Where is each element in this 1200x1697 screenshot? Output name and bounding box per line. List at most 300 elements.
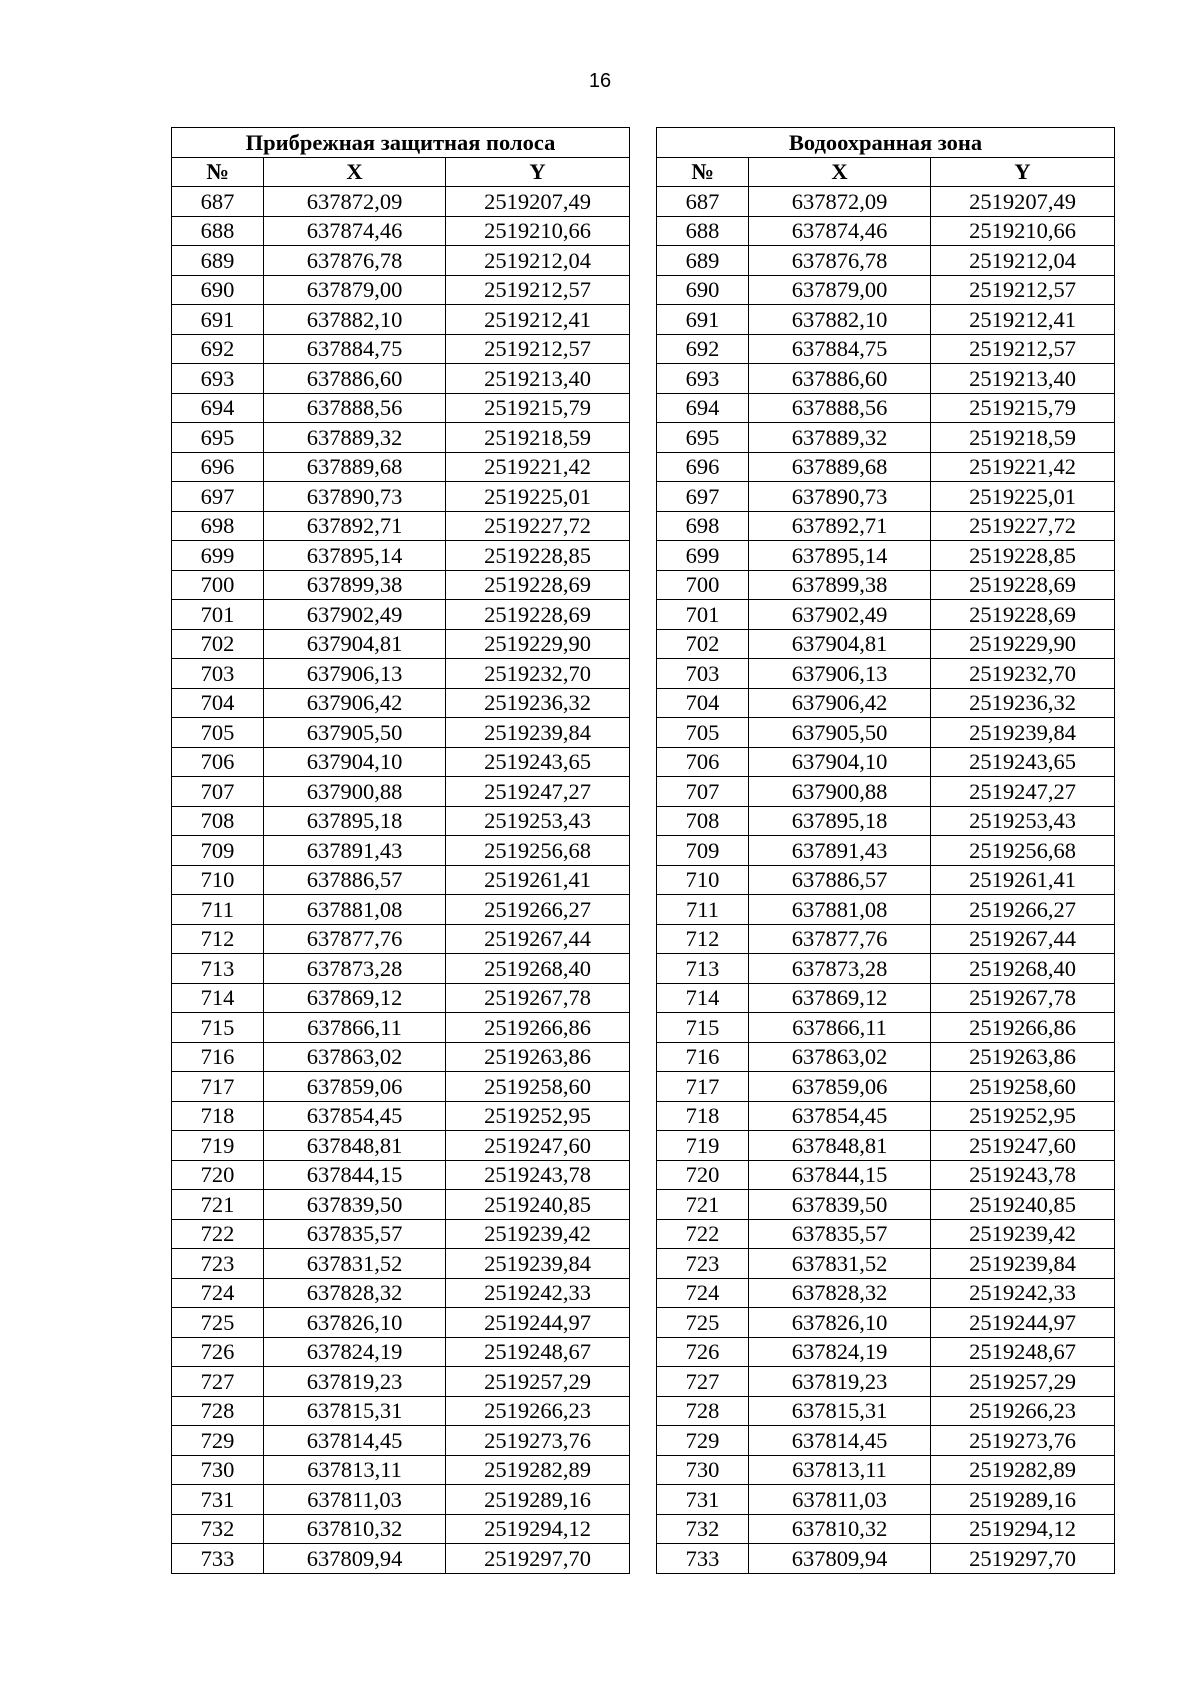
right-cell-x: 637890,73 [749,482,931,512]
column-gap [630,393,657,423]
left-cell-no: 692 [172,334,264,364]
left-cell-x: 637906,42 [264,688,446,718]
table-row [172,983,1115,1013]
table-row [172,1131,1115,1161]
right-cell-y: 2519242,33 [931,1278,1115,1308]
left-cell-y: 2519253,43 [446,806,630,836]
right-cell-y: 2519263,86 [931,1042,1115,1072]
left-cell-x: 637824,19 [264,1337,446,1367]
right-cell-x: 637831,52 [749,1249,931,1279]
table-row [172,659,1115,689]
table-row [172,1514,1115,1544]
right-cell-no: 725 [657,1308,749,1338]
left-cell-x: 637866,11 [264,1013,446,1043]
right-cell-x: 637873,28 [749,954,931,984]
table-row [172,187,1115,217]
right-cell-no: 729 [657,1426,749,1456]
right-cell-x: 637899,38 [749,570,931,600]
table-row [172,1042,1115,1072]
left-cell-y: 2519228,69 [446,600,630,630]
left-cell-y: 2519232,70 [446,659,630,689]
left-cell-y: 2519267,78 [446,983,630,1013]
left-cell-no: 709 [172,836,264,866]
right-cell-x: 637892,71 [749,511,931,541]
right-cell-y: 2519228,69 [931,600,1115,630]
column-gap [630,1367,657,1397]
right-cell-no: 694 [657,393,749,423]
column-gap [630,128,657,158]
right-cell-no: 697 [657,482,749,512]
right-cell-x: 637879,00 [749,275,931,305]
right-cell-y: 2519207,49 [931,187,1115,217]
left-cell-x: 637879,00 [264,275,446,305]
right-cell-y: 2519256,68 [931,836,1115,866]
right-cell-x: 637900,88 [749,777,931,807]
right-cell-x: 637809,94 [749,1544,931,1574]
right-cell-y: 2519247,27 [931,777,1115,807]
column-gap [630,1072,657,1102]
left-cell-no: 687 [172,187,264,217]
column-gap [630,895,657,925]
right-cell-y: 2519244,97 [931,1308,1115,1338]
left-cell-no: 694 [172,393,264,423]
left-cell-y: 2519212,04 [446,246,630,276]
right-cell-no: 688 [657,216,749,246]
left-cell-x: 637886,57 [264,865,446,895]
column-gap [630,246,657,276]
right-section-title: Водоохранная зона [657,128,1115,158]
right-cell-y: 2519212,04 [931,246,1115,276]
left-cell-y: 2519213,40 [446,364,630,394]
table-row [172,541,1115,571]
column-gap [630,629,657,659]
right-cell-x: 637835,57 [749,1219,931,1249]
right-cell-no: 705 [657,718,749,748]
left-cell-x: 637904,81 [264,629,446,659]
right-cell-y: 2519257,29 [931,1367,1115,1397]
column-gap [630,1249,657,1279]
right-cell-x: 637810,32 [749,1514,931,1544]
column-gap [630,1101,657,1131]
left-header-no: № [172,157,264,187]
left-cell-x: 637835,57 [264,1219,446,1249]
table-row [172,688,1115,718]
table-row [172,216,1115,246]
table-row [172,806,1115,836]
left-cell-x: 637854,45 [264,1101,446,1131]
table-row [172,629,1115,659]
left-cell-y: 2519221,42 [446,452,630,482]
right-cell-y: 2519213,40 [931,364,1115,394]
table-row [172,393,1115,423]
left-cell-no: 729 [172,1426,264,1456]
right-cell-x: 637902,49 [749,600,931,630]
left-cell-x: 637869,12 [264,983,446,1013]
right-cell-no: 689 [657,246,749,276]
right-cell-no: 687 [657,187,749,217]
left-cell-x: 637848,81 [264,1131,446,1161]
right-cell-x: 637906,42 [749,688,931,718]
table-row [172,452,1115,482]
right-cell-y: 2519239,42 [931,1219,1115,1249]
right-cell-x: 637859,06 [749,1072,931,1102]
table-row [172,718,1115,748]
column-gap [630,600,657,630]
left-cell-y: 2519236,32 [446,688,630,718]
left-cell-x: 637905,50 [264,718,446,748]
left-cell-x: 637863,02 [264,1042,446,1072]
right-cell-no: 707 [657,777,749,807]
right-cell-no: 733 [657,1544,749,1574]
left-cell-y: 2519247,27 [446,777,630,807]
right-cell-y: 2519258,60 [931,1072,1115,1102]
left-cell-no: 700 [172,570,264,600]
left-cell-x: 637810,32 [264,1514,446,1544]
left-cell-x: 637900,88 [264,777,446,807]
right-cell-y: 2519225,01 [931,482,1115,512]
right-cell-x: 637839,50 [749,1190,931,1220]
column-gap [630,1337,657,1367]
left-cell-x: 637874,46 [264,216,446,246]
left-cell-x: 637809,94 [264,1544,446,1574]
left-cell-y: 2519294,12 [446,1514,630,1544]
right-cell-y: 2519267,44 [931,924,1115,954]
left-cell-no: 706 [172,747,264,777]
right-cell-x: 637889,68 [749,452,931,482]
column-gap [630,1042,657,1072]
right-cell-y: 2519228,69 [931,570,1115,600]
left-cell-no: 716 [172,1042,264,1072]
right-cell-no: 714 [657,983,749,1013]
column-gap [630,777,657,807]
right-cell-y: 2519261,41 [931,865,1115,895]
right-cell-x: 637876,78 [749,246,931,276]
left-cell-no: 713 [172,954,264,984]
left-cell-no: 723 [172,1249,264,1279]
right-cell-x: 637877,76 [749,924,931,954]
column-gap [630,1131,657,1161]
left-cell-x: 637876,78 [264,246,446,276]
column-gap [630,718,657,748]
left-cell-no: 691 [172,305,264,335]
right-cell-y: 2519294,12 [931,1514,1115,1544]
left-cell-y: 2519212,57 [446,334,630,364]
left-cell-no: 689 [172,246,264,276]
left-header-y: Y [446,157,630,187]
right-cell-no: 712 [657,924,749,954]
right-cell-y: 2519289,16 [931,1485,1115,1515]
left-cell-x: 637811,03 [264,1485,446,1515]
left-cell-no: 733 [172,1544,264,1574]
left-cell-no: 693 [172,364,264,394]
right-cell-x: 637869,12 [749,983,931,1013]
left-cell-y: 2519273,76 [446,1426,630,1456]
left-cell-y: 2519227,72 [446,511,630,541]
right-cell-x: 637866,11 [749,1013,931,1043]
left-cell-no: 697 [172,482,264,512]
table-row [172,600,1115,630]
left-cell-no: 707 [172,777,264,807]
left-cell-y: 2519212,41 [446,305,630,335]
left-cell-x: 637890,73 [264,482,446,512]
left-cell-no: 715 [172,1013,264,1043]
right-cell-no: 730 [657,1455,749,1485]
column-gap [630,187,657,217]
table-row [172,1072,1115,1102]
left-cell-x: 637819,23 [264,1367,446,1397]
table-row [172,1278,1115,1308]
right-cell-y: 2519248,67 [931,1337,1115,1367]
left-cell-no: 695 [172,423,264,453]
right-cell-x: 637886,60 [749,364,931,394]
table-row [172,1396,1115,1426]
left-cell-no: 724 [172,1278,264,1308]
table-row [172,1219,1115,1249]
right-cell-y: 2519240,85 [931,1190,1115,1220]
right-cell-x: 637904,10 [749,747,931,777]
left-cell-no: 699 [172,541,264,571]
right-cell-y: 2519282,89 [931,1455,1115,1485]
column-gap [630,1396,657,1426]
right-cell-y: 2519273,76 [931,1426,1115,1456]
right-cell-y: 2519212,57 [931,275,1115,305]
column-gap [630,334,657,364]
left-cell-y: 2519248,67 [446,1337,630,1367]
left-cell-y: 2519239,84 [446,1249,630,1279]
left-cell-no: 717 [172,1072,264,1102]
right-cell-y: 2519267,78 [931,983,1115,1013]
column-gap [630,1190,657,1220]
left-cell-x: 637895,18 [264,806,446,836]
column-gap [630,452,657,482]
column-gap [630,865,657,895]
left-cell-no: 688 [172,216,264,246]
left-cell-x: 637889,32 [264,423,446,453]
left-cell-no: 708 [172,806,264,836]
left-cell-y: 2519289,16 [446,1485,630,1515]
left-cell-x: 637889,68 [264,452,446,482]
left-cell-x: 637815,31 [264,1396,446,1426]
left-cell-x: 637882,10 [264,305,446,335]
right-cell-no: 732 [657,1514,749,1544]
coordinates-table [171,127,1115,1574]
right-cell-y: 2519236,32 [931,688,1115,718]
right-cell-x: 637826,10 [749,1308,931,1338]
left-cell-y: 2519244,97 [446,1308,630,1338]
right-cell-y: 2519228,85 [931,541,1115,571]
column-gap [630,983,657,1013]
left-cell-no: 698 [172,511,264,541]
right-cell-y: 2519253,43 [931,806,1115,836]
right-cell-y: 2519239,84 [931,718,1115,748]
left-cell-x: 637895,14 [264,541,446,571]
left-header-x: X [264,157,446,187]
left-cell-y: 2519210,66 [446,216,630,246]
right-cell-no: 700 [657,570,749,600]
left-cell-no: 726 [172,1337,264,1367]
right-cell-x: 637872,09 [749,187,931,217]
left-cell-y: 2519282,89 [446,1455,630,1485]
table-row [172,1367,1115,1397]
left-cell-x: 637892,71 [264,511,446,541]
left-cell-y: 2519240,85 [446,1190,630,1220]
left-cell-x: 637844,15 [264,1160,446,1190]
left-cell-y: 2519207,49 [446,187,630,217]
left-cell-y: 2519266,23 [446,1396,630,1426]
table-row [172,954,1115,984]
right-cell-x: 637886,57 [749,865,931,895]
right-cell-no: 698 [657,511,749,541]
right-cell-no: 713 [657,954,749,984]
right-cell-y: 2519227,72 [931,511,1115,541]
left-cell-x: 637813,11 [264,1455,446,1485]
right-cell-x: 637882,10 [749,305,931,335]
left-cell-x: 637877,76 [264,924,446,954]
left-cell-y: 2519212,57 [446,275,630,305]
left-cell-no: 721 [172,1190,264,1220]
left-cell-y: 2519218,59 [446,423,630,453]
coordinates-body [172,187,1115,1574]
right-cell-no: 731 [657,1485,749,1515]
right-cell-y: 2519212,57 [931,334,1115,364]
right-cell-no: 723 [657,1249,749,1279]
left-cell-y: 2519267,44 [446,924,630,954]
right-cell-no: 706 [657,747,749,777]
column-gap [630,511,657,541]
left-cell-y: 2519243,78 [446,1160,630,1190]
column-gap [630,423,657,453]
left-cell-y: 2519229,90 [446,629,630,659]
column-gap [630,1013,657,1043]
right-cell-no: 696 [657,452,749,482]
right-cell-no: 720 [657,1160,749,1190]
right-cell-x: 637874,46 [749,216,931,246]
right-cell-x: 637814,45 [749,1426,931,1456]
column-gap [630,216,657,246]
left-cell-x: 637899,38 [264,570,446,600]
right-cell-no: 695 [657,423,749,453]
column-gap [630,1219,657,1249]
table-row [172,511,1115,541]
table-row [172,1426,1115,1456]
left-cell-no: 696 [172,452,264,482]
table-row [172,1544,1115,1574]
right-cell-no: 728 [657,1396,749,1426]
column-gap [630,688,657,718]
right-cell-x: 637819,23 [749,1367,931,1397]
right-cell-y: 2519215,79 [931,393,1115,423]
right-cell-x: 637848,81 [749,1131,931,1161]
left-cell-y: 2519297,70 [446,1544,630,1574]
right-cell-no: 709 [657,836,749,866]
left-cell-x: 637859,06 [264,1072,446,1102]
left-cell-y: 2519239,84 [446,718,630,748]
table-row [172,334,1115,364]
left-cell-no: 722 [172,1219,264,1249]
table-row [172,305,1115,335]
column-gap [630,305,657,335]
left-cell-y: 2519215,79 [446,393,630,423]
right-header-y: Y [931,157,1115,187]
table-row [172,364,1115,394]
right-cell-y: 2519266,86 [931,1013,1115,1043]
right-cell-y: 2519232,70 [931,659,1115,689]
left-cell-no: 704 [172,688,264,718]
table-row [172,1013,1115,1043]
left-cell-no: 705 [172,718,264,748]
left-cell-y: 2519228,69 [446,570,630,600]
left-cell-x: 637902,49 [264,600,446,630]
left-cell-x: 637839,50 [264,1190,446,1220]
column-gap [630,1544,657,1574]
left-cell-y: 2519225,01 [446,482,630,512]
right-cell-no: 699 [657,541,749,571]
table-row [172,1101,1115,1131]
left-cell-no: 711 [172,895,264,925]
right-cell-y: 2519243,65 [931,747,1115,777]
right-cell-y: 2519266,23 [931,1396,1115,1426]
left-cell-x: 637826,10 [264,1308,446,1338]
right-cell-no: 719 [657,1131,749,1161]
table-row [172,895,1115,925]
left-cell-y: 2519256,68 [446,836,630,866]
right-cell-y: 2519252,95 [931,1101,1115,1131]
column-gap [630,1455,657,1485]
left-cell-y: 2519261,41 [446,865,630,895]
column-gap [630,806,657,836]
column-gap [630,1426,657,1456]
left-cell-y: 2519266,27 [446,895,630,925]
left-cell-no: 710 [172,865,264,895]
left-cell-y: 2519228,85 [446,541,630,571]
right-cell-x: 637811,03 [749,1485,931,1515]
right-cell-no: 727 [657,1367,749,1397]
left-cell-x: 637886,60 [264,364,446,394]
right-cell-y: 2519221,42 [931,452,1115,482]
right-cell-no: 716 [657,1042,749,1072]
right-cell-no: 690 [657,275,749,305]
column-gap [630,1160,657,1190]
left-cell-no: 714 [172,983,264,1013]
left-cell-x: 637904,10 [264,747,446,777]
left-cell-no: 690 [172,275,264,305]
table-row [172,747,1115,777]
left-cell-no: 701 [172,600,264,630]
left-cell-y: 2519242,33 [446,1278,630,1308]
right-cell-y: 2519210,66 [931,216,1115,246]
column-gap [630,275,657,305]
left-cell-x: 637891,43 [264,836,446,866]
right-cell-x: 637904,81 [749,629,931,659]
left-cell-y: 2519239,42 [446,1219,630,1249]
right-cell-no: 718 [657,1101,749,1131]
right-cell-x: 637854,45 [749,1101,931,1131]
left-cell-no: 728 [172,1396,264,1426]
left-cell-y: 2519263,86 [446,1042,630,1072]
right-cell-no: 704 [657,688,749,718]
right-cell-no: 708 [657,806,749,836]
right-cell-y: 2519297,70 [931,1544,1115,1574]
column-gap [630,659,657,689]
right-cell-x: 637815,31 [749,1396,931,1426]
left-cell-x: 637906,13 [264,659,446,689]
right-cell-y: 2519239,84 [931,1249,1115,1279]
table-row [172,275,1115,305]
left-cell-no: 725 [172,1308,264,1338]
left-cell-y: 2519268,40 [446,954,630,984]
column-gap [630,836,657,866]
right-cell-x: 637881,08 [749,895,931,925]
